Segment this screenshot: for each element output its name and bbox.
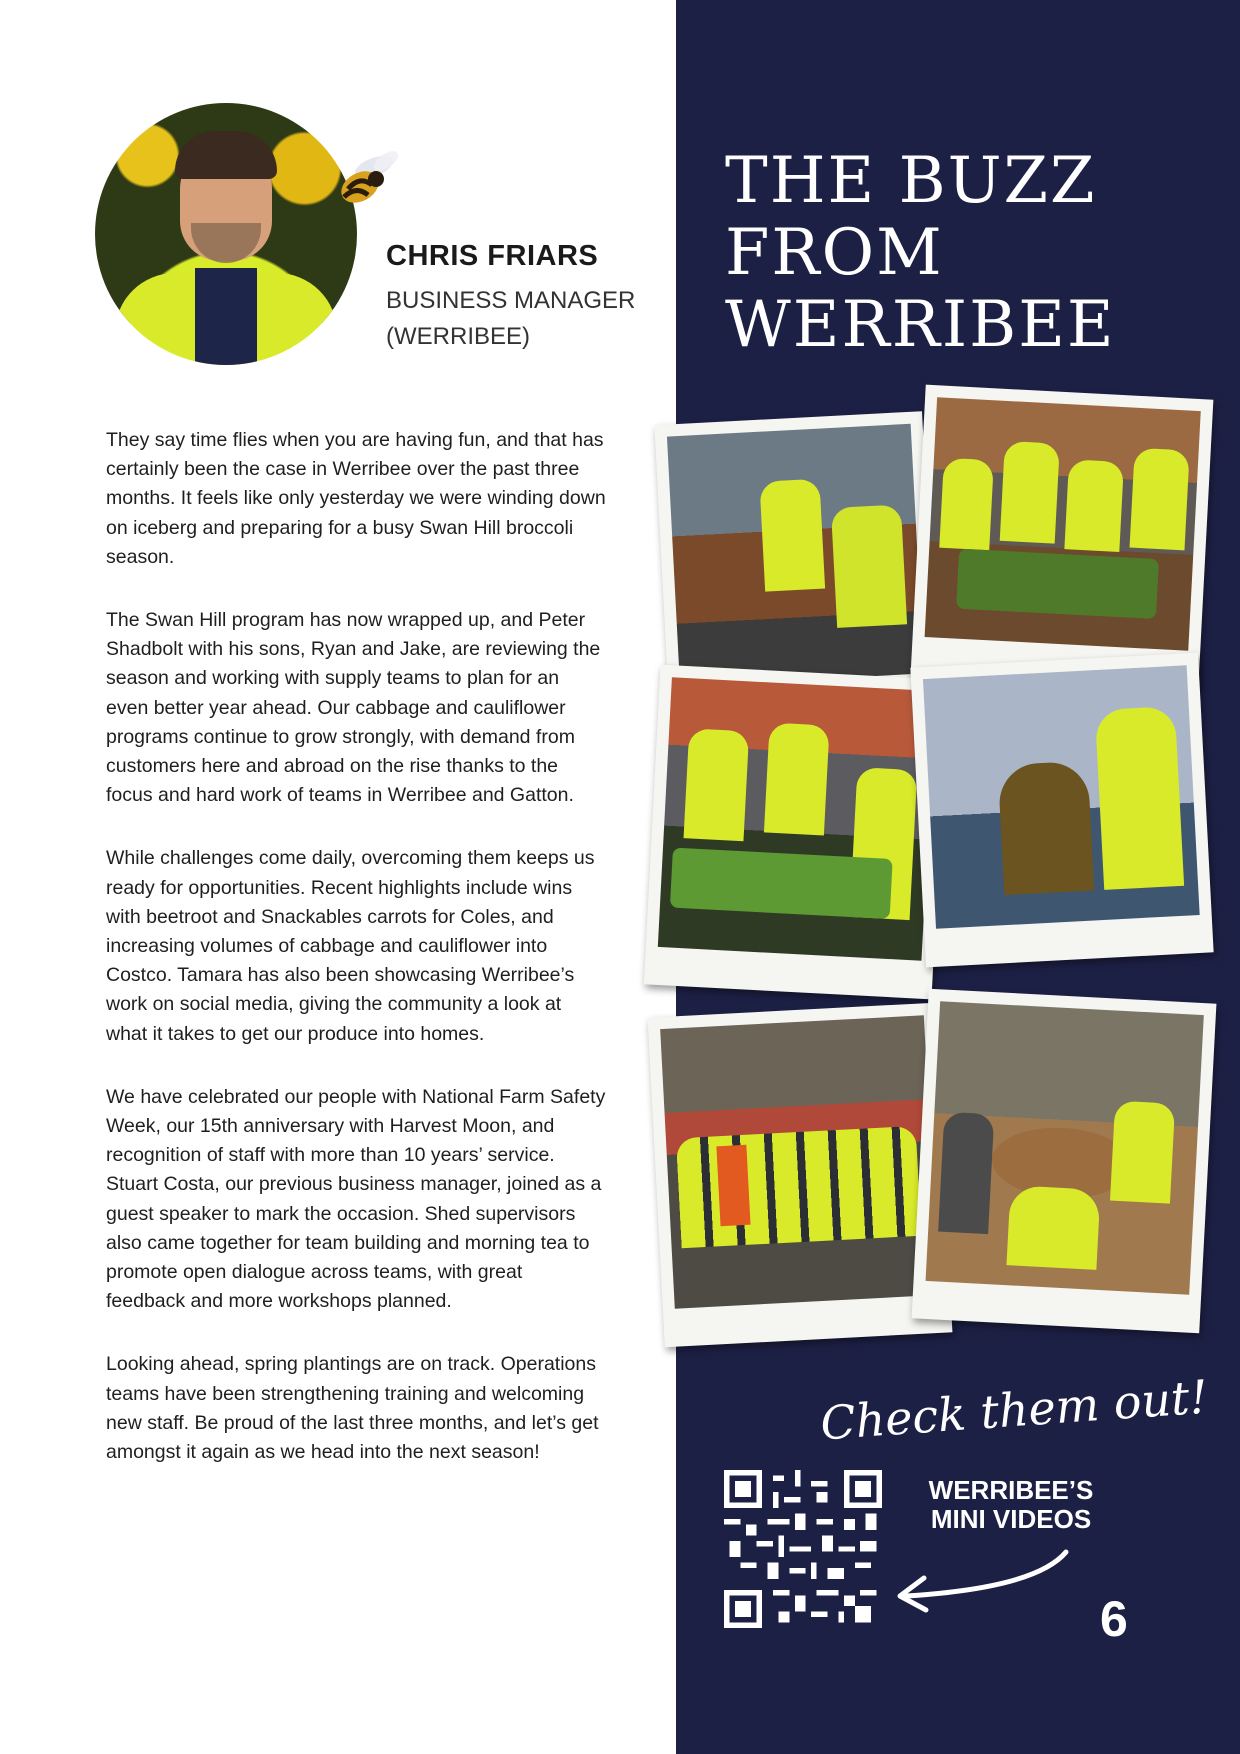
headline-line-1: THE BUZZ bbox=[725, 144, 1097, 218]
photo-produce-check bbox=[644, 665, 948, 1000]
photo-team-broccoli bbox=[911, 385, 1214, 690]
paragraph: The Swan Hill program has now wrapped up, and Peter Shadbolt with his sons, Ryan and Jake, are reviewing the season and working with supply teams to plan for an even better year ahead. Our cabbage and cauliflower programs continue to grow strongly, with demand from customers here and abroad on the rise thanks to the focus and hard work of teams in Werribee and Gatton. bbox=[106, 609, 601, 807]
headline-line-2: FROM bbox=[725, 216, 944, 290]
headline-line-3: WERRIBEE bbox=[725, 288, 1116, 362]
portrait-shirt bbox=[195, 268, 257, 365]
role-line-2: (WERRIBEE) bbox=[386, 323, 530, 350]
author-role bbox=[386, 283, 676, 355]
article-body bbox=[106, 426, 606, 1501]
page-number: 6 bbox=[1100, 1591, 1128, 1647]
sidebar-headline bbox=[725, 145, 1165, 361]
photo-team-group bbox=[648, 1003, 953, 1348]
paragraph: Looking ahead, spring plantings are on track. Operations teams have been strengthening training and welcoming new staff. Be proud of the last three months, and let’s get amongst it again as we head into the next season! bbox=[106, 1353, 599, 1464]
arrow-left-icon bbox=[886, 1548, 1076, 1618]
author-name: CHRIS FRIARS bbox=[386, 240, 599, 272]
mini-videos-label bbox=[906, 1476, 1116, 1534]
paragraph: They say time flies when you are having fun, and that has certainly been the case in Werribee over the past three months. It feels like only yesterday we were winding down on iceberg and preparing for a busy Swan Hill broccoli season. bbox=[106, 429, 606, 568]
author-portrait bbox=[95, 103, 357, 365]
paragraph: We have celebrated our people with National Farm Safety Week, our 15th anniversary with Harvest Moon, and recognition of staff with more than 10 years’ service. Stuart Costa, our previous business manager, joined as a guest speaker to mark the occasion. Shed supervisors also came together for team building and morning tea to promote open dialogue across teams, with great feedback and more workshops planned. bbox=[106, 1085, 606, 1313]
role-line-1: BUSINESS MANAGER bbox=[386, 287, 636, 314]
qr-code[interactable] bbox=[724, 1470, 882, 1628]
photo-office-staff bbox=[910, 653, 1213, 968]
photo-team-building bbox=[912, 989, 1217, 1334]
bee-icon bbox=[330, 145, 410, 215]
paragraph: While challenges come daily, overcoming them keeps us ready for opportunities. Recent highlights include wins with beetroot and Snackables carrots for Coles, and increasing volumes of cabbage and cauliflower into Costco. Tamara has also been showcasing Werribee’s work on social media, giving the community a look at what it takes to get our produce into homes. bbox=[106, 847, 595, 1045]
videos-line-1: WERRIBEE’S bbox=[928, 1475, 1094, 1505]
check-them-out-text: Check them out! bbox=[818, 1369, 1210, 1451]
portrait-beard bbox=[191, 223, 261, 263]
videos-line-2: MINI VIDEOS bbox=[930, 1504, 1092, 1534]
portrait-hair bbox=[175, 131, 277, 179]
